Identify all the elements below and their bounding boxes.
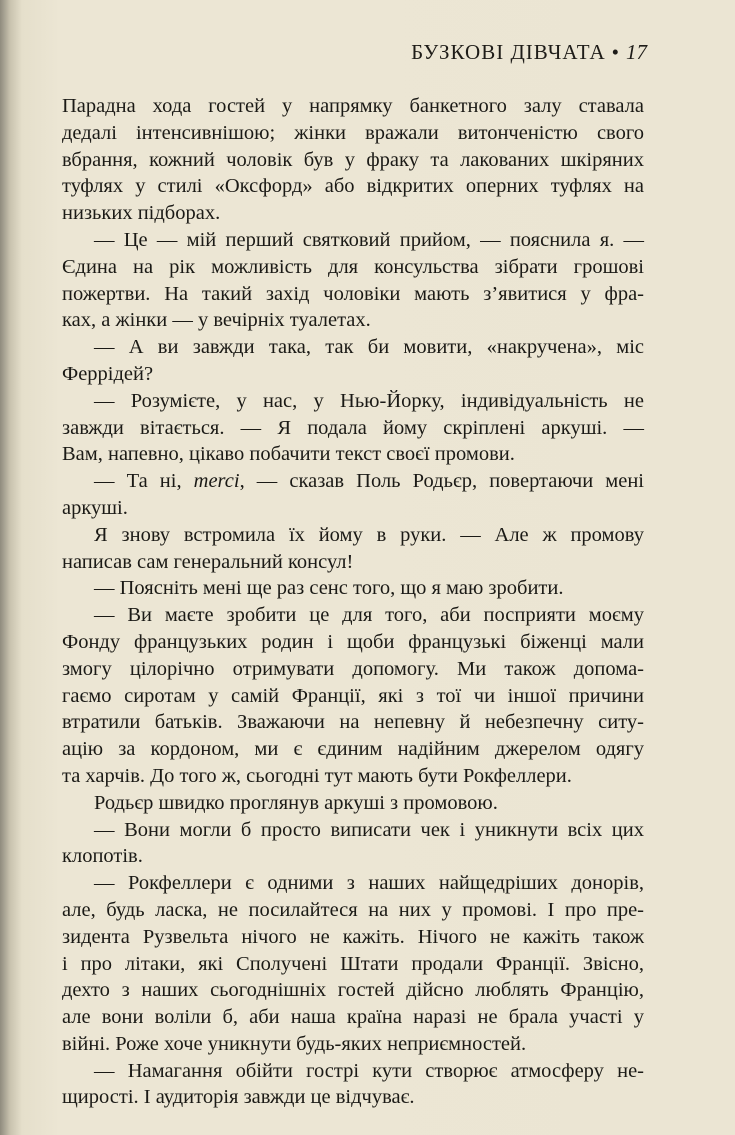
text-line: втратили батьків. Зважаючи на непевну й небезпечну ситу- xyxy=(62,711,644,734)
text-line: аркуші. xyxy=(62,496,128,519)
text-line: війні. Роже хоче уникнути будь-яких неприємностей. xyxy=(62,1032,527,1055)
text-line: та харчів. До того ж, сьогодні тут мають бути Рокфеллери. xyxy=(62,764,572,787)
page-number: 17 xyxy=(626,40,647,64)
text-line: — Ви маєте зробити це для того, аби посприяти моєму xyxy=(94,604,644,627)
text-line: Єдина на рік можливість для консульства зібрати грошові xyxy=(62,255,644,278)
text-line: змогу цілорічно отримувати допомогу. Ми також допома- xyxy=(62,657,644,680)
text-segment: — Та ні, xyxy=(94,470,194,493)
text-line: Фонду французьких родин і щоби французькі біженці мали xyxy=(62,630,644,653)
text-line: туфлях у стилі «Оксфорд» або відкритих оперних туфлях на xyxy=(62,175,644,198)
text-line: дедалі інтенсивнішою; жінки вражали витонченістю свого xyxy=(62,121,644,144)
text-line: дехто з наших сьогоднішніх гостей дійсно люблять Францію, xyxy=(62,979,644,1002)
text-line: ацію за кордоном, ми є єдиним надійним джерелом одягу xyxy=(62,738,644,761)
text-line: гаємо сиротам у самій Франції, які з тої чи іншої причини xyxy=(62,684,644,707)
text-line: Родьєр швидко проглянув аркуші з промовою. xyxy=(94,791,498,814)
text-line: — Це — мій перший святковий прийом, — пояснила я. — xyxy=(94,228,644,251)
text-line: Вам, напевно, цікаво побачити текст своєї промови. xyxy=(62,443,515,466)
text-line: низьких підборах. xyxy=(62,202,221,225)
text-line: Я знову встромила їх йому в руки. — Але ж промову xyxy=(94,523,644,546)
text-line: — Розумієте, у нас, у Нью-Йорку, індивідуальність не xyxy=(94,389,644,412)
text-line: — Намагання обійти гострі кути створює атмосферу не- xyxy=(94,1059,644,1082)
text-line: Парадна хода гостей у напрямку банкетного залу ставала xyxy=(62,95,644,117)
text-line xyxy=(62,468,644,495)
text-line: Феррідей? xyxy=(62,362,154,385)
text-line: вбрання, кожний чоловік був у фраку та лакованих шкіряних xyxy=(62,148,644,171)
text-line: — Поясніть мені ще раз сенс того, що я маю зробити. xyxy=(94,577,564,600)
text-line: написав сам генеральний консул! xyxy=(62,550,354,573)
text-line: — Вони могли б просто виписати чек і уникнути всіх цих xyxy=(94,818,644,841)
italic-word: mercі xyxy=(193,470,240,493)
text-line: зидента Рузвельта нічого не кажіть. Нічого не кажіть також xyxy=(62,925,644,948)
text-line: ках, а жінки — у вечірніх туалетах. xyxy=(62,309,371,332)
text-line: клопотів. xyxy=(62,845,143,868)
text-line: завжди вітається. — Я подала йому скріплені аркуші. — xyxy=(62,416,644,439)
text-line: — А ви завжди така, так би мовити, «накручена», міс xyxy=(94,336,644,359)
book-title: БУЗКОВІ ДІВЧАТА xyxy=(411,40,606,64)
text-line: — Рокфеллери є одними з наших найщедріших донорів, xyxy=(94,872,644,895)
body-text xyxy=(62,93,644,1111)
text-line: пожертви. На такий захід чоловіки мають з’явитися у фра- xyxy=(62,282,644,305)
text-line: але вони воліли б, аби наша країна наразі не брала участі у xyxy=(62,1006,644,1029)
text-line: і про літаки, які Сполучені Штати продали Франції. Звісно, xyxy=(62,952,644,975)
running-header xyxy=(411,40,647,65)
text-line: але, будь ласка, не посилайтеся на них у промові. І про пре- xyxy=(62,898,644,921)
header-separator: • xyxy=(611,40,620,64)
text-line: щирості. І аудиторія завжди це відчуває. xyxy=(62,1086,415,1109)
text-segment: , — сказав Поль Родьєр, повертаючи мені xyxy=(239,470,645,493)
